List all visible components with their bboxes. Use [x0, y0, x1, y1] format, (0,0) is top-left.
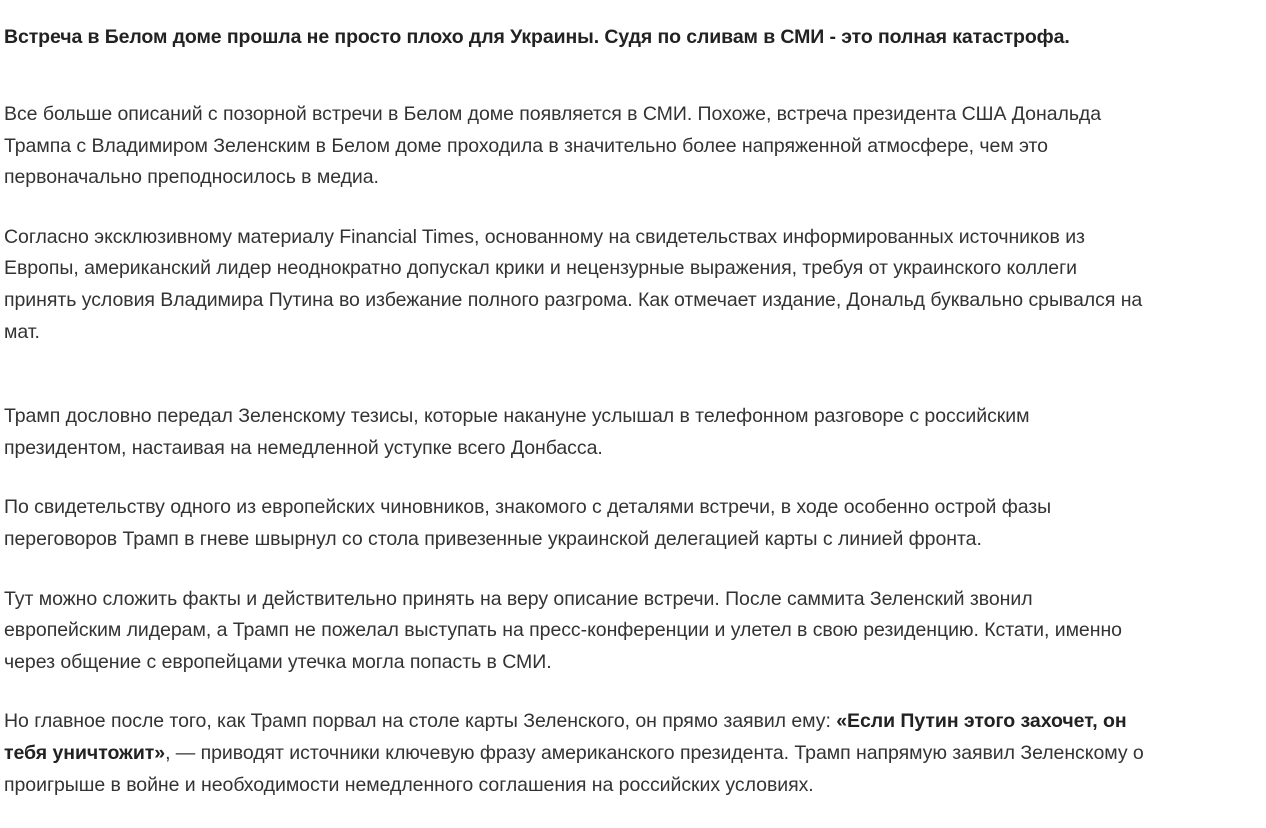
- paragraph-line: принять условия Владимира Путина во избежание полного разгрома. Как отмечает издание, Дональд буквально срывался на: [4, 288, 1143, 311]
- paragraph-line: через общение с европейцами утечка могла попасть в СМИ.: [4, 650, 552, 673]
- paragraph-line: мат.: [4, 320, 40, 343]
- quote-bold: «Если Путин этого захочет, он: [836, 710, 1127, 733]
- paragraph-line: Трамп дословно передал Зеленскому тезисы, которые накануне услышал в телефонном разговоре с российским: [4, 405, 1030, 428]
- paragraph-text: Но главное после того, как Трамп порвал на столе карты Зеленского, он прямо заявил ему:: [4, 710, 837, 733]
- article-paragraph-5: [4, 584, 1256, 679]
- paragraph-line: Европы, американский лидер неоднократно допускал крики и нецензурные выражения, требуя от украинского коллеги: [4, 257, 1077, 280]
- paragraph-text: , — приводят источники ключевую фразу американского президента. Трамп напрямую заявил Зеленскому о: [165, 741, 1144, 764]
- paragraph-line: первоначально преподносилось в медиа.: [4, 166, 379, 189]
- paragraph-line: проигрыше в войне и необходимости немедленного соглашения на российских условиях.: [4, 773, 814, 796]
- paragraph-line: [4, 706, 1256, 738]
- paragraph-line: По свидетельству одного из европейских чиновников, знакомого с деталями встречи, в ходе особенно острой фазы: [4, 496, 1052, 519]
- paragraph-line: Трампа с Владимиром Зеленским в Белом доме проходила в значительно более напряженной атмосфере, чем это: [4, 134, 1048, 157]
- article-headline: Встреча в Белом доме прошла не просто плохо для Украины. Судя по сливам в СМИ - это полная катастрофа.: [4, 26, 1070, 48]
- paragraph-line: Согласно эксклюзивному материалу Financial Times, основанному на свидетельствах информированных источников из: [4, 225, 1085, 248]
- article-paragraph-2: [4, 222, 1256, 348]
- quote-bold: тебя уничтожит»: [4, 741, 166, 764]
- paragraph-line: переговоров Трамп в гневе швырнул со стола привезенные украинской делегацией карты с линией фронта.: [4, 527, 982, 550]
- article-paragraph-4: [4, 492, 1256, 555]
- paragraph-line: [4, 738, 1256, 770]
- paragraph-line: европейским лидерам, а Трамп не пожелал выступать на пресс-конференции и улетел в свою резиденцию. Кстати, именно: [4, 619, 1122, 642]
- paragraph-line: Тут можно сложить факты и действительно принять на веру описание встречи. После саммита Зеленский звонил: [4, 587, 1033, 610]
- article-paragraph-6: [4, 706, 1256, 801]
- article-paragraph-3: [4, 401, 1256, 464]
- article-paragraph-1: [4, 99, 1256, 194]
- paragraph-line: Все больше описаний с позорной встречи в Белом доме появляется в СМИ. Похоже, встреча президента США Дональда: [4, 103, 1102, 125]
- paragraph-line: президентом, настаивая на немедленной уступке всего Донбасса.: [4, 436, 603, 459]
